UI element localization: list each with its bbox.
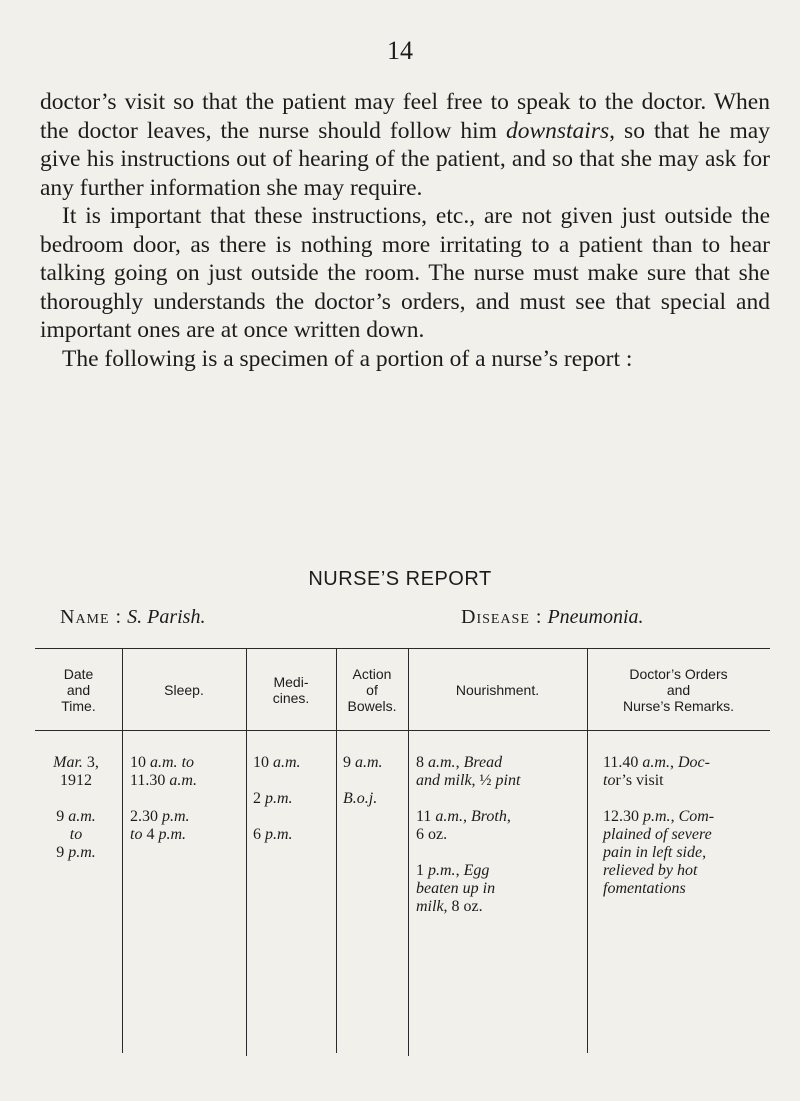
cell-line: beaten up in: [416, 880, 496, 897]
column-divider: [122, 648, 123, 1053]
cell-line: to 4 p.m.: [130, 826, 187, 843]
nurse-report-table: [35, 648, 770, 1058]
paragraph-text: doctor’s visit so that the patient may feel free to speak to the doctor. When the doctor leaves, the nurse should follow him: [40, 89, 770, 144]
cell-line: 12.30 p.m., Com-: [603, 808, 715, 825]
header-line: and: [66, 682, 91, 698]
disease-field: [461, 606, 644, 629]
body-text: [40, 88, 770, 373]
cell-line: relieved by hot: [603, 862, 698, 879]
header-medicines: [246, 674, 336, 706]
header-line: Time.: [61, 698, 96, 714]
header-line: Nourishment.: [455, 682, 540, 698]
cell-medicines: [253, 754, 301, 844]
column-divider: [408, 648, 409, 1056]
cell-remarks: [603, 754, 714, 898]
cell-sleep: [130, 754, 197, 844]
cell-line: [416, 790, 520, 808]
header-remarks: [587, 666, 770, 714]
cell-line: 8 a.m., Bread: [416, 754, 503, 771]
cell-line: 10 a.m.: [253, 754, 301, 771]
italic-text: downstairs,: [505, 117, 615, 144]
patient-name-field: [60, 606, 205, 629]
disease-value: Pneumonia.: [547, 606, 644, 628]
cell-line: fomentations: [603, 880, 686, 897]
header-line: cines.: [272, 690, 310, 706]
header-line: of: [366, 682, 378, 698]
cell-line: pain in left side,: [603, 844, 707, 861]
cell-bowels: [343, 754, 383, 808]
cell-line: 6 p.m.: [253, 826, 293, 843]
cell-line: 9 p.m.: [56, 844, 96, 861]
paragraph-text: The following is a specimen of a portion of a nurse’s report :: [62, 345, 633, 372]
cell-line: 10 a.m. to: [130, 754, 195, 771]
cell-line: 9 a.m.: [56, 808, 96, 825]
cell-line: [253, 772, 301, 790]
cell-line: 1 p.m., Egg: [416, 862, 490, 879]
cell-line: [39, 790, 113, 808]
header-line: Nurse’s Remarks.: [623, 698, 734, 714]
paragraph: [40, 202, 770, 345]
cell-line: 11 a.m., Broth,: [416, 808, 511, 825]
paragraph-text: so that he may give his instructions out of hearing of the patient, and so that she may ask for any further information she may require.: [40, 117, 770, 201]
cell-line: and milk, ½ pint: [416, 772, 521, 789]
cell-line: plained of severe: [603, 826, 712, 843]
cell-line: 9 a.m.: [343, 754, 383, 771]
report-title: NURSE’S REPORT: [308, 568, 492, 590]
cell-line: milk, 8 oz.: [416, 898, 483, 915]
cell-line: 6 oz.: [416, 826, 448, 843]
header-line: Date: [63, 666, 94, 682]
disease-label: Disease :: [461, 606, 543, 628]
header-bowels: [336, 666, 408, 714]
cell-line: [343, 772, 383, 790]
cell-line: 2 p.m.: [253, 790, 293, 807]
paragraph: [40, 88, 770, 202]
header-line: Sleep.: [164, 682, 204, 698]
header-line: Bowels.: [347, 698, 397, 714]
name-value: S. Parish.: [127, 606, 206, 628]
cell-date-time: [39, 754, 113, 862]
table-top-rule: [35, 648, 770, 649]
page-number: 14: [387, 36, 413, 65]
header-sleep: [122, 682, 246, 698]
cell-line: 1912: [60, 772, 92, 789]
header-nourishment: [408, 682, 587, 698]
cell-line: to: [69, 826, 83, 843]
table-header-rule: [35, 730, 770, 731]
cell-line: 2.30 p.m.: [130, 808, 190, 825]
paragraph: [40, 345, 770, 374]
cell-line: [416, 844, 520, 862]
cell-line: B.o.j.: [343, 790, 378, 807]
cell-line: 11.30 a.m.: [130, 772, 197, 789]
header-date-time: [35, 666, 122, 714]
cell-line: 11.40 a.m., Doc-: [603, 754, 710, 771]
paragraph-text: It is important that these instructions, etc., are not given just outside the bedroom door, as there is nothing more irritating to a patient than to hear talking going on just outside the room. The nurse must make sure that she thoroughly understands the doctor’s orders, and must see that special and important ones are at once written down.: [40, 203, 770, 343]
cell-nourishment: [416, 754, 520, 916]
column-divider: [246, 648, 247, 1056]
header-line: and: [666, 682, 691, 698]
cell-line: [130, 790, 197, 808]
cell-line: tor’s visit: [603, 772, 664, 789]
cell-line: [253, 808, 301, 826]
cell-line: [603, 790, 714, 808]
header-line: Medi-: [273, 674, 309, 690]
header-line: Action: [352, 666, 392, 682]
cell-line: Mar. 3,: [53, 754, 99, 771]
name-label: Name :: [60, 606, 123, 628]
header-line: Doctor’s Orders: [629, 666, 728, 682]
